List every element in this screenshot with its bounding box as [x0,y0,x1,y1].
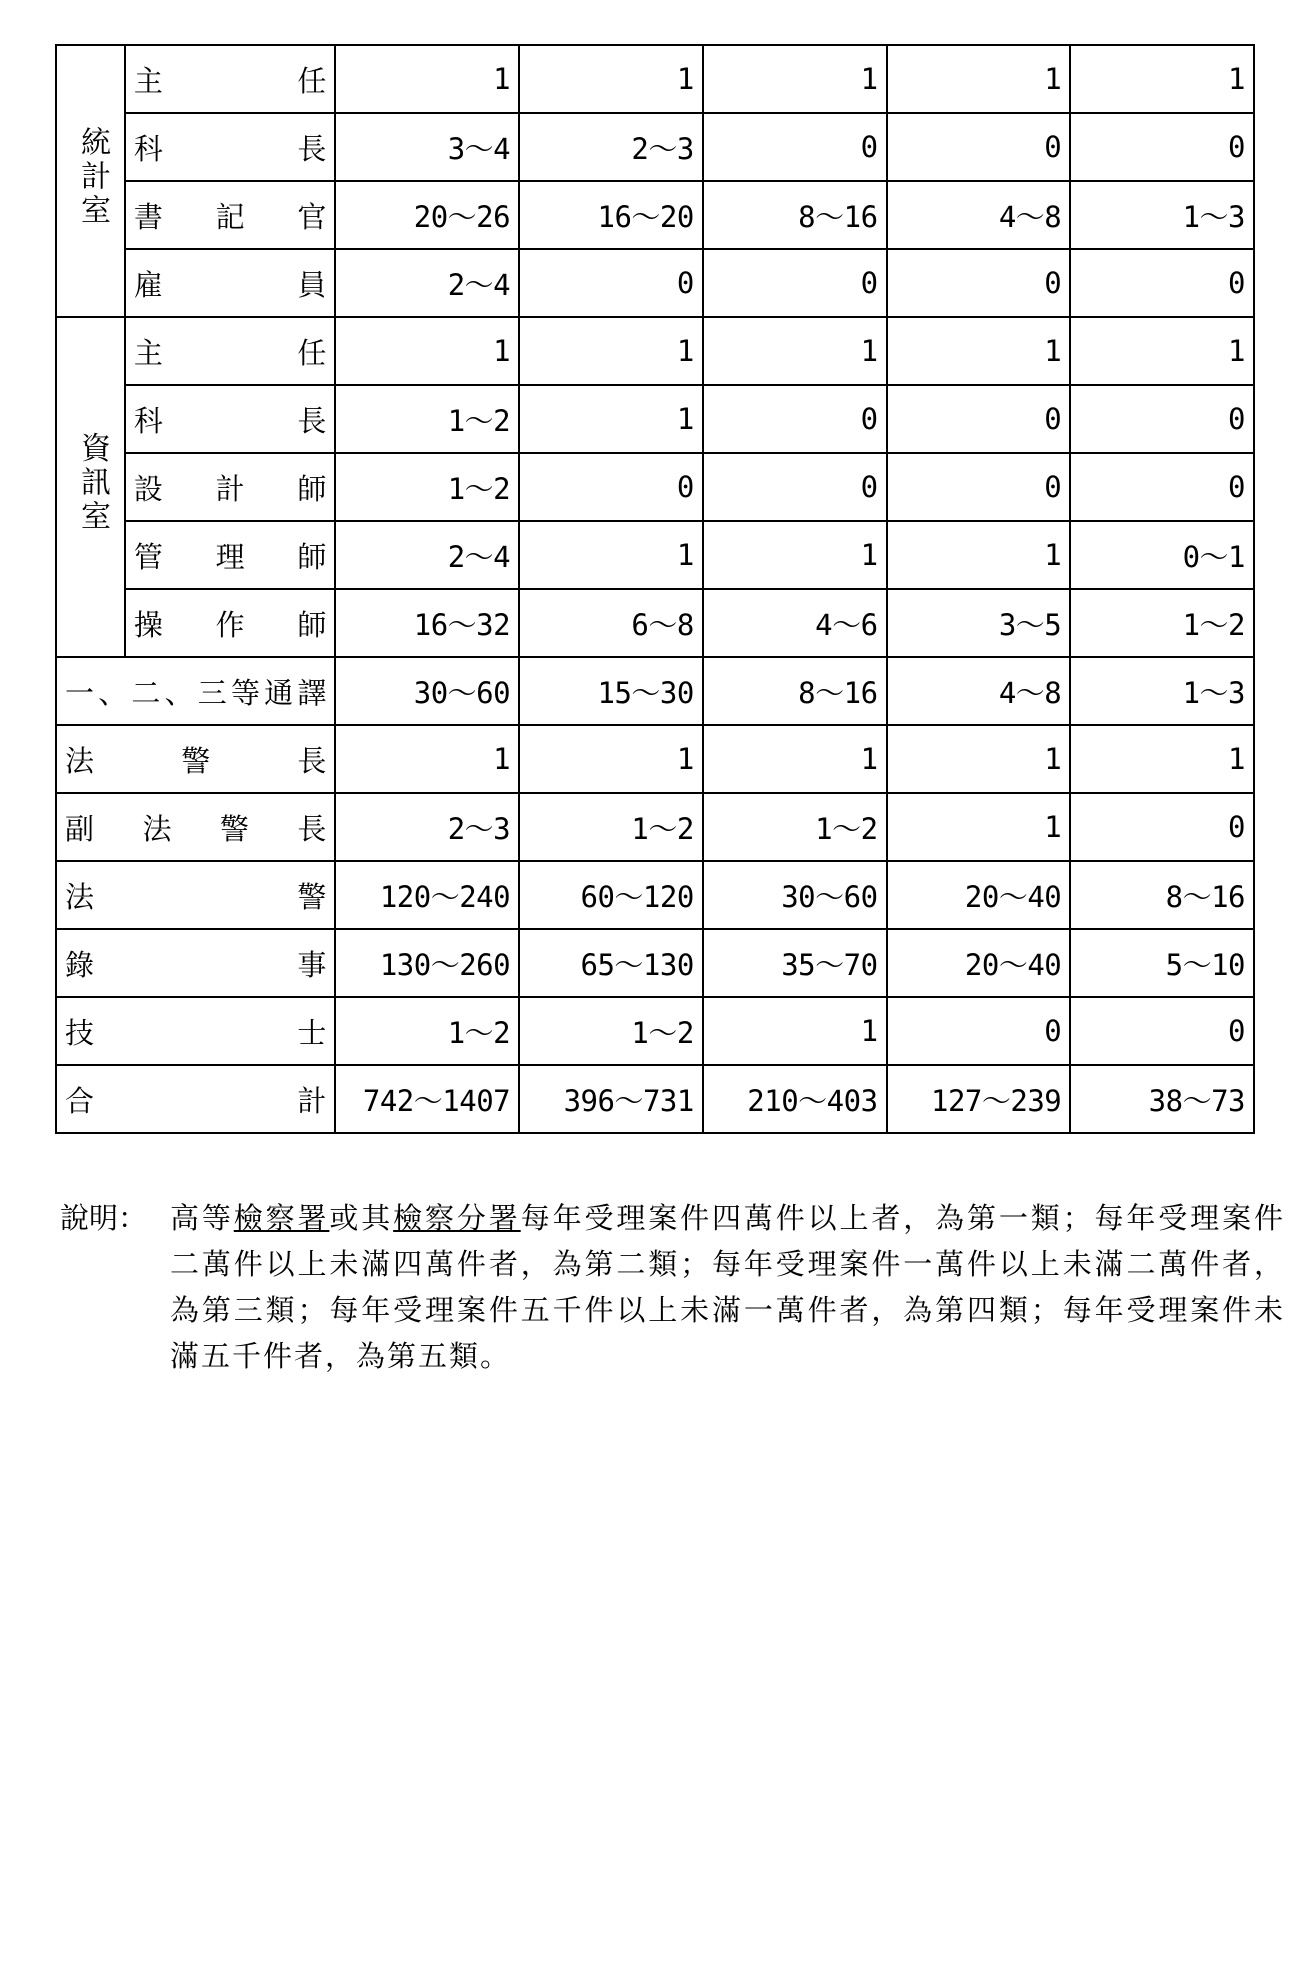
row-title: 法警 [56,861,335,929]
value-cell: 0 [887,997,1071,1065]
value-cell: 1 [519,317,703,385]
value-cell: 38～73 [1070,1065,1254,1133]
value-cell: 0 [887,453,1071,521]
value-cell: 1 [887,521,1071,589]
value-cell: 3～4 [335,113,519,181]
row-title: 技士 [56,997,335,1065]
value-cell: 1 [703,317,887,385]
row-title: 管理師 [125,521,336,589]
value-cell: 0 [519,249,703,317]
value-cell: 120～240 [335,861,519,929]
row-title: 書記官 [125,181,336,249]
value-cell: 0 [1070,249,1254,317]
value-cell: 0 [1070,453,1254,521]
table-row [56,861,1254,929]
value-cell: 5～10 [1070,929,1254,997]
table-row [56,113,1254,181]
row-title: 雇員 [125,249,336,317]
value-cell: 4～8 [887,657,1071,725]
value-cell: 0～1 [1070,521,1254,589]
group-label: 資訊室 [75,432,110,534]
value-cell: 130～260 [335,929,519,997]
value-cell: 0 [1070,385,1254,453]
value-cell: 8～16 [703,657,887,725]
value-cell: 127～239 [887,1065,1071,1133]
value-cell: 2～3 [519,113,703,181]
value-cell: 1 [519,725,703,793]
value-cell: 15～30 [519,657,703,725]
value-cell: 396～731 [519,1065,703,1133]
value-cell: 20～40 [887,861,1071,929]
value-cell: 4～6 [703,589,887,657]
table-row [56,181,1254,249]
row-title: 主任 [125,317,336,385]
value-cell: 0 [703,249,887,317]
value-cell: 1～2 [335,997,519,1065]
value-cell: 2～4 [335,521,519,589]
row-title: 科長 [125,385,336,453]
value-cell: 1 [1070,317,1254,385]
value-cell: 20～26 [335,181,519,249]
value-cell: 1 [335,725,519,793]
value-cell: 2～4 [335,249,519,317]
table-row [56,725,1254,793]
table-row [56,521,1254,589]
value-cell: 3～5 [887,589,1071,657]
value-cell: 1 [703,997,887,1065]
note-text-2: 或其 [329,1201,394,1235]
value-cell: 1 [703,521,887,589]
value-cell: 16～32 [335,589,519,657]
value-cell: 1 [703,725,887,793]
row-title: 合計 [56,1065,335,1133]
value-cell: 2～3 [335,793,519,861]
note-body [170,1195,1285,1379]
table-row [56,453,1254,521]
table-row [56,45,1254,113]
value-cell: 1～3 [1070,657,1254,725]
value-cell: 1 [703,45,887,113]
value-cell: 1 [887,793,1071,861]
value-cell: 1 [887,45,1071,113]
table-row [56,997,1254,1065]
value-cell: 0 [1070,793,1254,861]
value-cell: 16～20 [519,181,703,249]
value-cell: 1 [519,521,703,589]
value-cell: 1 [887,725,1071,793]
value-cell: 1 [519,45,703,113]
value-cell: 65～130 [519,929,703,997]
value-cell: 0 [887,249,1071,317]
value-cell: 1～2 [335,453,519,521]
value-cell: 1 [335,317,519,385]
group-label: 統計室 [75,126,110,228]
value-cell: 1 [519,385,703,453]
value-cell: 0 [1070,997,1254,1065]
row-title: 科長 [125,113,336,181]
value-cell: 35～70 [703,929,887,997]
row-title: 設計師 [125,453,336,521]
value-cell: 1～2 [335,385,519,453]
row-title: 法警長 [56,725,335,793]
value-cell: 8～16 [703,181,887,249]
row-title: 主任 [125,45,336,113]
value-cell: 30～60 [335,657,519,725]
group-cell [56,317,125,657]
note-underlined-branch-office: 檢察分署 [393,1201,521,1235]
value-cell: 0 [887,385,1071,453]
table-row [56,657,1254,725]
value-cell: 8～16 [1070,861,1254,929]
note-label: 說明： [60,1201,148,1235]
value-cell: 20～40 [887,929,1071,997]
value-cell: 0 [703,385,887,453]
table-row [56,317,1254,385]
value-cell: 210～403 [703,1065,887,1133]
value-cell: 1 [335,45,519,113]
row-title: 一、二、三等通譯 [56,657,335,725]
explanation-note [60,1195,1285,1379]
table-row [56,793,1254,861]
row-title: 錄事 [56,929,335,997]
row-title: 副法警長 [56,793,335,861]
value-cell: 6～8 [519,589,703,657]
note-text-1: 高等 [170,1201,234,1235]
table-row [56,249,1254,317]
table-row [56,1065,1254,1133]
value-cell: 0 [519,453,703,521]
value-cell: 1～2 [519,997,703,1065]
staff-allocation-table [55,44,1255,1134]
value-cell: 1～3 [1070,181,1254,249]
value-cell: 1 [1070,725,1254,793]
value-cell: 0 [703,113,887,181]
value-cell: 1～2 [519,793,703,861]
value-cell: 4～8 [887,181,1071,249]
value-cell: 1～2 [703,793,887,861]
value-cell: 0 [1070,113,1254,181]
row-title: 操作師 [125,589,336,657]
table-row [56,589,1254,657]
value-cell: 742～1407 [335,1065,519,1133]
value-cell: 0 [887,113,1071,181]
group-cell [56,45,125,317]
table-row [56,385,1254,453]
table-body [56,45,1254,1133]
note-underlined-prosecutors-office: 檢察署 [233,1201,330,1235]
value-cell: 1～2 [1070,589,1254,657]
value-cell: 60～120 [519,861,703,929]
value-cell: 1 [1070,45,1254,113]
note-text-3: 每年受理案件四萬件以上者，為第一類；每年受理案件二萬件以上未滿四萬件者，為第二類；每年受理案件一萬件以上未滿二萬件者，為第三類；每年受理案件五千件以上未滿一萬件者，為第四類；每年受理案件未滿五千件者，為第五類。 [170,1201,1285,1373]
value-cell: 30～60 [703,861,887,929]
value-cell: 0 [703,453,887,521]
value-cell: 1 [887,317,1071,385]
table-row [56,929,1254,997]
